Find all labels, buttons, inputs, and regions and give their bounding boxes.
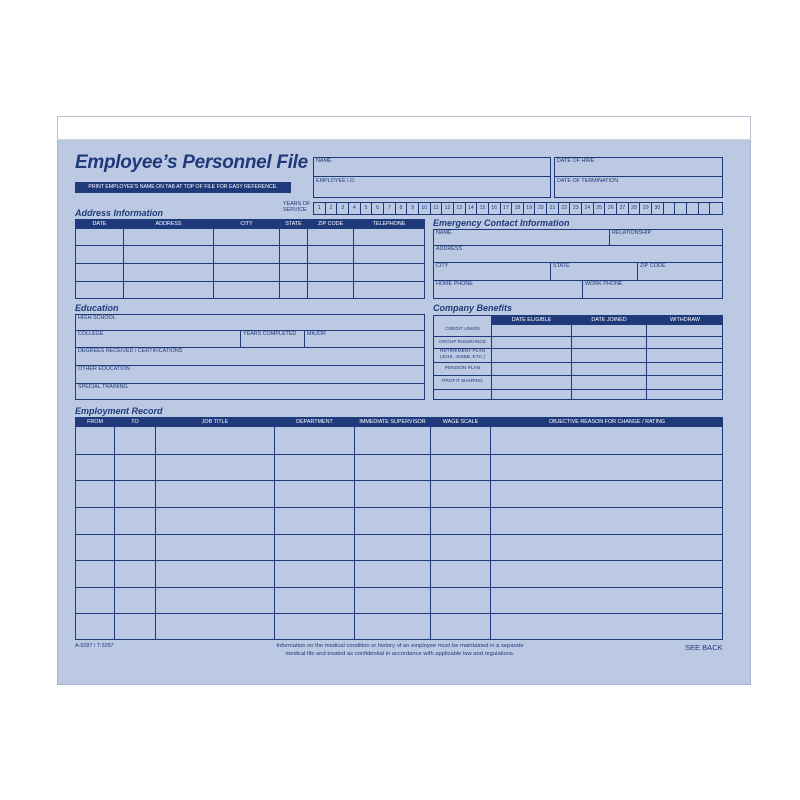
emergency-address-label: ADDRESS xyxy=(436,246,463,252)
service-year-box-7[interactable]: 7 xyxy=(384,203,396,214)
service-year-box-5[interactable]: 5 xyxy=(361,203,373,214)
service-year-box-29[interactable]: 29 xyxy=(640,203,652,214)
service-year-box-10[interactable]: 10 xyxy=(419,203,431,214)
address-col-city: CITY xyxy=(240,221,253,227)
benefit-profit-sharing: PROFIT SHARING xyxy=(442,379,483,384)
service-year-box-13[interactable]: 13 xyxy=(454,203,466,214)
form-title: Employee’s Personnel File xyxy=(75,152,308,173)
service-year-box-26[interactable]: 26 xyxy=(605,203,617,214)
service-year-box-30[interactable]: 30 xyxy=(652,203,664,214)
form-code: A-9287 / T-3287 xyxy=(75,643,114,649)
service-year-box-blank[interactable] xyxy=(664,203,676,214)
service-year-box-1[interactable]: 1 xyxy=(314,203,326,214)
service-year-box-2[interactable]: 2 xyxy=(326,203,338,214)
address-section-heading: Address Information xyxy=(75,208,164,218)
benefit-retirement-plan: RETIREMENT PLAN xyxy=(440,349,485,354)
high-school-label: HIGH SCHOOL xyxy=(78,315,116,321)
employment-col-job-title: JOB TITLE xyxy=(201,419,229,425)
emergency-zip-label: ZIP CODE xyxy=(640,263,666,269)
major-label: MAJOR xyxy=(307,331,326,337)
degrees-label: DEGREES RECEIVED / CERTIFICATIONS xyxy=(78,348,183,354)
emergency-city-label: CITY xyxy=(436,263,449,269)
years-completed-label: YEARS COMPLETED xyxy=(243,331,297,337)
tab-instruction-banner: PRINT EMPLOYEE'S NAME ON TAB AT TOP OF FILE FOR EASY REFERENCE. xyxy=(75,182,291,193)
employment-col-to: TO xyxy=(131,419,139,425)
years-of-service-strip[interactable] xyxy=(313,202,723,215)
employment-col-from: FROM xyxy=(87,419,103,425)
service-year-box-21[interactable]: 21 xyxy=(547,203,559,214)
service-year-box-20[interactable]: 20 xyxy=(535,203,547,214)
service-year-box-24[interactable]: 24 xyxy=(582,203,594,214)
address-col-state: STATE xyxy=(285,221,302,227)
service-year-box-16[interactable]: 16 xyxy=(489,203,501,214)
folder-tab xyxy=(57,116,751,140)
benefit-retirement-plan-types: (401K, 403BB, ETC.) xyxy=(439,355,486,360)
service-year-box-22[interactable]: 22 xyxy=(559,203,571,214)
benefit-credit-union: CREDIT UNION xyxy=(445,327,480,332)
benefits-col-date-eligible: DATE ELIGIBLE xyxy=(511,317,552,323)
education-section-heading: Education xyxy=(75,303,119,313)
benefits-col-withdraw: WITHDRAW xyxy=(669,317,701,323)
service-year-box-6[interactable]: 6 xyxy=(372,203,384,214)
employment-section-heading: Employment Record xyxy=(75,406,163,416)
other-education-label: OTHER EDUCATION xyxy=(78,366,130,372)
emergency-contact-box[interactable] xyxy=(433,229,723,299)
employment-table[interactable] xyxy=(75,417,723,640)
employment-col-wage-scale: WAGE SCALE xyxy=(442,419,479,425)
name-field-label: NAME xyxy=(316,158,332,164)
service-year-box-28[interactable]: 28 xyxy=(629,203,641,214)
address-table[interactable] xyxy=(75,219,425,299)
service-year-box-9[interactable]: 9 xyxy=(407,203,419,214)
service-year-box-27[interactable]: 27 xyxy=(617,203,629,214)
emergency-relationship-label: RELATIONSHIP xyxy=(612,230,652,236)
emergency-name-label: NAME xyxy=(436,230,452,236)
service-year-box-blank[interactable] xyxy=(710,203,722,214)
address-col-date: DATE xyxy=(92,221,107,227)
employment-col-department: DEPARTMENT xyxy=(296,419,333,425)
benefits-section-heading: Company Benefits xyxy=(433,303,513,313)
years-of-service-label-2: SERVICE xyxy=(283,207,307,213)
years-of-service-label-1: YEARS OF xyxy=(283,201,311,207)
service-year-box-8[interactable]: 8 xyxy=(396,203,408,214)
service-year-box-12[interactable]: 12 xyxy=(442,203,454,214)
emergency-section-heading: Emergency Contact Information xyxy=(433,218,570,228)
service-year-box-18[interactable]: 18 xyxy=(512,203,524,214)
service-year-box-25[interactable]: 25 xyxy=(594,203,606,214)
benefits-col-date-joined: DATE JOINED xyxy=(591,317,627,323)
service-year-box-blank[interactable] xyxy=(699,203,711,214)
emergency-state-label: STATE xyxy=(553,263,570,269)
special-training-label: SPECIAL TRAINING xyxy=(78,384,128,390)
confidentiality-note-line-1: Information on the medical condition or history of an employee must be maintained in a separate xyxy=(276,643,524,649)
employee-id-field-label: EMPLOYEE I.D. xyxy=(316,178,356,184)
emergency-home-phone-label: HOME PHONE xyxy=(436,281,473,287)
employment-col-reason: OBJECTIVE REASON FOR CHANGE / RATING xyxy=(548,419,666,425)
service-year-box-17[interactable]: 17 xyxy=(501,203,513,214)
service-year-box-19[interactable]: 19 xyxy=(524,203,536,214)
emergency-work-phone-label: WORK PHONE xyxy=(585,281,623,287)
employment-col-supervisor: IMMEDIATE SUPERVISOR xyxy=(359,419,426,425)
address-col-zip: ZIP CODE xyxy=(317,221,344,227)
benefit-group-insurance: GROUP INSURANCE xyxy=(438,340,487,345)
service-year-box-23[interactable]: 23 xyxy=(570,203,582,214)
date-of-termination-label: DATE OF TERMINATION xyxy=(557,178,619,184)
college-label: COLLEGE xyxy=(78,331,104,337)
service-year-box-15[interactable]: 15 xyxy=(477,203,489,214)
service-year-box-blank[interactable] xyxy=(675,203,687,214)
date-of-hire-label: DATE OF HIRE xyxy=(557,158,595,164)
service-year-box-14[interactable]: 14 xyxy=(466,203,478,214)
service-year-box-11[interactable]: 11 xyxy=(431,203,443,214)
see-back-label: SEE BACK xyxy=(685,643,723,652)
service-year-box-blank[interactable] xyxy=(687,203,699,214)
address-col-telephone: TELEPHONE xyxy=(372,221,406,227)
confidentiality-note-line-2: medical file and treated as confidential in accordance with applicable law and regulations. xyxy=(285,651,515,657)
benefit-pension-plan: PENSION PLAN xyxy=(444,366,481,371)
service-year-box-3[interactable]: 3 xyxy=(337,203,349,214)
service-year-box-4[interactable]: 4 xyxy=(349,203,361,214)
address-col-address: ADDRESS xyxy=(155,221,182,227)
